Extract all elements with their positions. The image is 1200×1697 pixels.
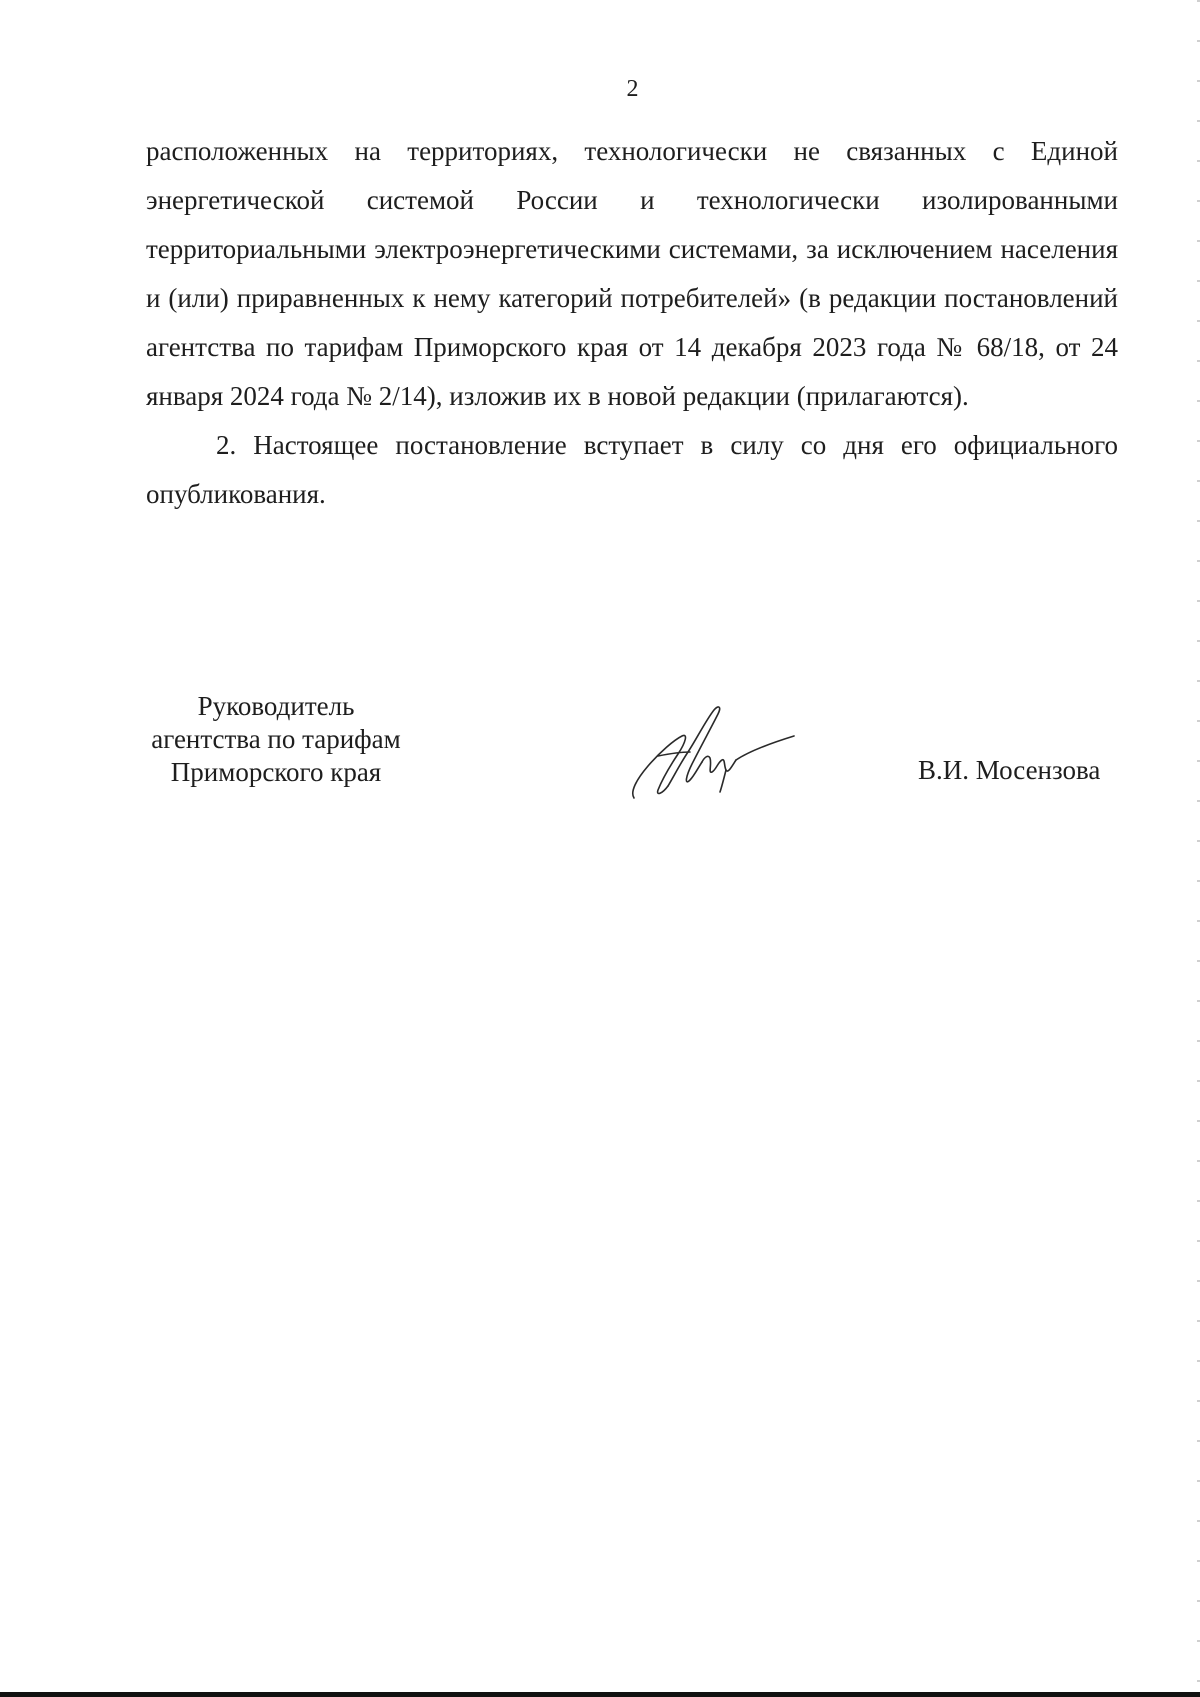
- signatory-title-line: Руководитель: [197, 691, 355, 721]
- handwritten-signature: [628, 700, 798, 810]
- signatory-name: В.И. Мосензова: [918, 755, 1101, 785]
- paragraph-effective-date: 2. Настоящее постановление вступает в силу со дня его официального опубликования.: [146, 430, 1118, 509]
- document-body: [146, 127, 1118, 519]
- paragraph-continuation: расположенных на территориях, технологически не связанных с Единой энергетической системой России и технологически изолированными территориальными электроэнергетическими системами, за исключением населения и (или) приравненных к нему категорий потребителей» (в редакции постановлений агентства по тарифам Приморского края от 14 декабря 2023 года № 68/18, от 24 января 2024 года № 2/14), изложив их в новой редакции (прилагаются).: [146, 136, 1118, 411]
- bottom-border-line: [0, 1692, 1200, 1697]
- signatory-title-line: агентства по тарифам: [151, 724, 401, 754]
- signatory-title: [136, 690, 416, 789]
- signatory-title-line: Приморского края: [170, 757, 382, 787]
- page-number: 2: [626, 76, 639, 102]
